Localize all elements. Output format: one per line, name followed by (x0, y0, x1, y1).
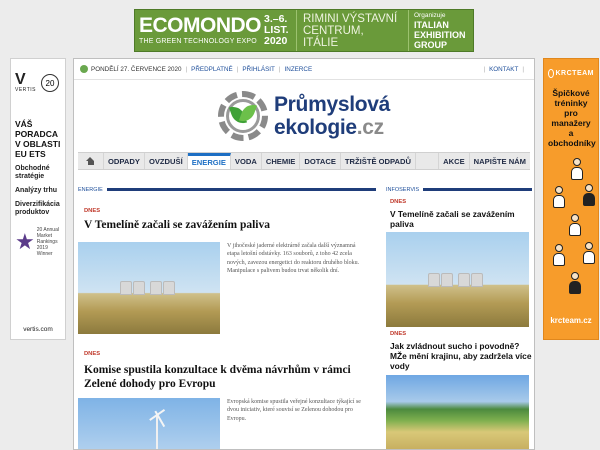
contact-link[interactable]: KONTAKT (489, 65, 519, 73)
banner-brand (135, 10, 262, 51)
banner-organizer-label: Organizuje (414, 12, 446, 19)
article-tag: DNES (84, 208, 101, 214)
krcteam-logo-icon (548, 69, 554, 78)
logo-line2: ekologie (273, 116, 357, 139)
top-utility-bar: PONDĚLÍ 27. ČERVENCE 2020 | PŘEDPLATNÉ | PŘIHLÁSIT | INZERCE | KONTAKT | (74, 59, 534, 80)
side-article-title[interactable]: V Temelíně začali se zavážením paliva (390, 209, 515, 229)
nav-item-akce[interactable]: AKCE (438, 153, 470, 169)
person-icon (582, 242, 596, 266)
banner-organizer-name: ITALIAN (414, 20, 449, 30)
left-ad-headline: VÁŠ PORADCA V OBLASTI EU ETS (15, 119, 61, 159)
article-image-wind-turbines[interactable] (78, 398, 220, 450)
right-skyscraper-ad[interactable] (543, 58, 599, 340)
main-navigation (78, 152, 530, 170)
home-icon (86, 157, 95, 165)
logo-line1: Průmyslová (273, 93, 391, 116)
left-skyscraper-ad[interactable] (10, 58, 66, 340)
left-ad-item: Obchodné stratégie (15, 165, 50, 180)
nav-item-odpady[interactable]: ODPADY (104, 153, 145, 169)
article-excerpt: V jihočeské jaderné elektrárně začala další významná etapa letošní odstávky. 163 souborů, z toho 42 zcela nových, zavezou energetici do reaktoru druhého bloku. Manipulace s palivem budou trvat několik dní. (227, 243, 360, 274)
article-title[interactable]: Komise spustila konzultace k dvěma návrhům v rámci Zelené dohody pro Evropu (84, 364, 351, 390)
current-date: PONDĚLÍ 27. ČERVENCE 2020 (91, 65, 182, 73)
nav-item-voda[interactable]: VODA (231, 153, 262, 169)
advertising-link[interactable]: INZERCE (284, 65, 313, 73)
nav-item-dotace[interactable]: DOTACE (300, 153, 341, 169)
article-tag: DNES (84, 351, 101, 357)
top-banner-ad[interactable] (134, 9, 474, 52)
banner-date-line: 3.–6. (264, 13, 288, 25)
nav-item-energie[interactable]: ENERGIE (188, 153, 231, 169)
person-icon (582, 184, 596, 208)
article-excerpt: Evropská komise spustila veřejné konzultace týkající se dvou iniciativ, které souvisí se Zelenou dohodou pro Evropu. (227, 399, 361, 422)
login-link[interactable]: PŘIHLÁSIT (242, 65, 275, 73)
right-ad-url: krcteam.cz (550, 316, 592, 325)
left-ad-item: Analýzy trhu (15, 187, 58, 194)
nav-item-chemie[interactable]: CHEMIE (262, 153, 301, 169)
nav-item-napiste-nam[interactable]: NAPIŠTE NÁM (473, 156, 526, 166)
banner-organizer (408, 10, 473, 51)
people-illustration (548, 158, 594, 303)
award-text: 20 Annual Market Rankings 2019 Winner (36, 227, 59, 257)
award-badge (15, 227, 61, 257)
section-header-infoservis (386, 184, 532, 195)
banner-place-line: RIMINI VÝSTAVNÍ (303, 12, 398, 25)
person-icon (568, 214, 582, 238)
left-ad-url: vertis.com (23, 326, 53, 333)
banner-tagline: THE GREEN TECHNOLOGY EXPO (139, 38, 257, 45)
vertis-logo-name: VERTIS (15, 87, 36, 93)
side-article-title[interactable]: Jak zvládnout sucho i povodně? MŽe mění krajinu, aby zadržela více vody (390, 341, 532, 371)
nav-item-trziste-odpadu[interactable]: TRŽIŠTĚ ODPADŮ (341, 153, 416, 169)
section-title: INFOSERVIS (386, 186, 420, 193)
section-title: ENERGIE (78, 186, 103, 193)
article-tag: DNES (390, 331, 407, 337)
main-page (73, 58, 535, 450)
star-icon: ★ (15, 229, 35, 254)
banner-date-line: 2020 (264, 35, 288, 47)
right-ad-headline: Špičkové tréninky pro manažery a obchodníky (548, 88, 596, 148)
banner-brand-name: ECOMONDO (139, 14, 261, 37)
banner-place-line: ITÁLIE (303, 36, 339, 49)
krcteam-logo-text: KRCTEAM (555, 70, 594, 77)
left-ad-item: Diverzifikácia produktov (15, 201, 60, 216)
nav-item-ovzdusi[interactable]: OVZDUŠÍ (145, 153, 188, 169)
krcteam-logo (548, 69, 594, 78)
banner-place-line: CENTRUM, (303, 24, 364, 37)
banner-place (296, 10, 408, 51)
person-icon (552, 186, 566, 210)
person-icon (568, 272, 582, 296)
vertis-logo (15, 63, 61, 103)
side-article-image-nuclear-plant[interactable] (386, 232, 529, 327)
site-logo-text (274, 93, 390, 139)
banner-organizer-name: EXHIBITION (414, 30, 466, 40)
section-header-energie (78, 184, 376, 195)
person-icon (570, 158, 584, 182)
site-logo[interactable] (74, 80, 534, 152)
vertis-logo-letter: V (15, 71, 26, 88)
article-tag: DNES (390, 199, 407, 205)
article-image-nuclear-plant[interactable] (78, 242, 220, 334)
person-icon (552, 244, 566, 268)
banner-organizer-name: GROUP (414, 40, 448, 50)
article-title[interactable]: V Temelíně začali se zavážením paliva (84, 219, 271, 231)
subscribe-link[interactable]: PŘEDPLATNÉ (191, 65, 233, 73)
nav-home[interactable] (78, 153, 104, 169)
logo-tld: .cz (356, 116, 384, 139)
globe-icon (80, 65, 88, 73)
gear-leaf-icon (218, 91, 268, 141)
banner-date-line: LIST. (264, 24, 289, 36)
banner-date (262, 10, 292, 51)
anniversary-badge: 20 (41, 74, 59, 92)
side-article-image-landscape[interactable] (386, 375, 529, 450)
